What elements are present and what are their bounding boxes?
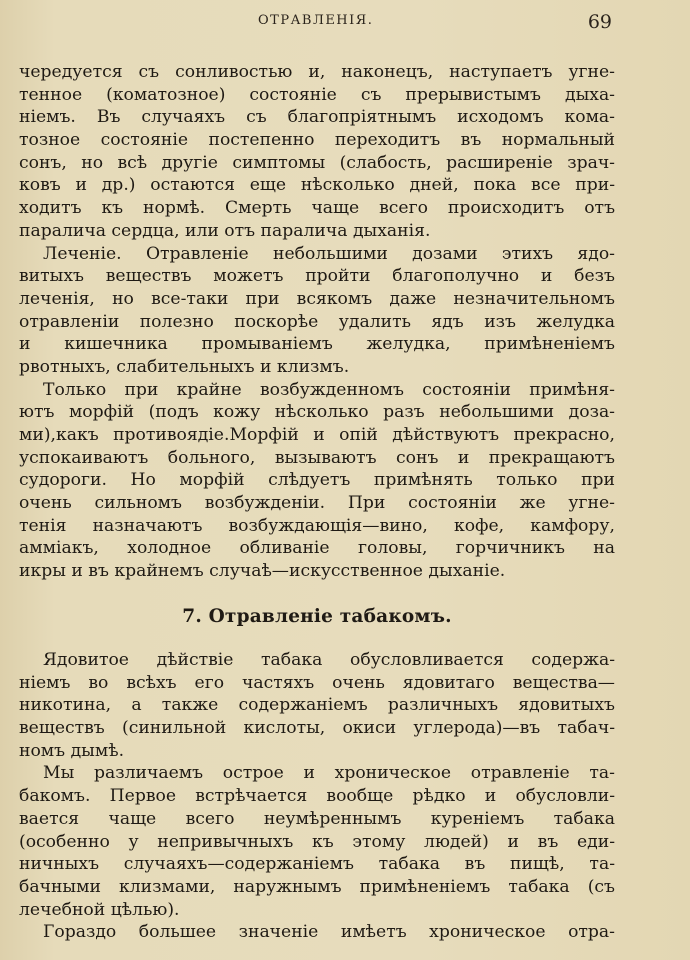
- text-line: ковъ и др.) остаются еще нѣсколько дней, пока все при-: [19, 175, 615, 196]
- text-line: Ядовитое дѣйствіе табака обусловливается содержа-: [43, 650, 615, 670]
- text-line: бакомъ. Первое встрѣчается вообще рѣдко и обусловли-: [19, 786, 615, 807]
- text-line: (особенно у непривычныхъ къ этому людей) и въ еди-: [19, 831, 615, 852]
- text-line: витыхъ веществъ можетъ пройти благополучно и безъ: [19, 266, 615, 287]
- text-line: бачными клизмами, наружнымъ примѣненіемъ табака (съ: [19, 876, 615, 897]
- text-line: паралича сердца, или отъ паралича дыханія.: [19, 220, 431, 241]
- text-line: сонъ, но всѣ другіе симптомы (слабость, расширеніе зрач-: [19, 152, 615, 173]
- text-line: ніемъ. Въ случаяхъ съ благопріятнымъ исходомъ кома-: [19, 107, 615, 128]
- text-line: чередуется съ сонливостью и, наконецъ, наступаетъ угне-: [19, 62, 615, 82]
- text-line: Мы различаемъ острое и хроническое отравленіе та-: [43, 763, 615, 784]
- text-line: леченія, но все-таки при всякомъ даже незначительномъ: [19, 288, 615, 309]
- text-line: икры и въ крайнемъ случаѣ—искусственное дыханіе.: [19, 561, 506, 582]
- text-line: тозное состояніе постепенно переходитъ въ нормальный: [19, 130, 615, 151]
- text-line: веществъ (синильной кислоты, окиси углерода)—въ табач-: [19, 718, 615, 739]
- text-line: отравленіи полезно поскорѣе удалить ядъ изъ желудка: [19, 311, 615, 332]
- text-line: тенія назначаютъ возбуждающія—вино, кофе, камфору,: [19, 515, 615, 536]
- text-line: амміакъ, холодное обливаніе головы, горчичникъ на: [19, 538, 615, 559]
- text-line: Только при крайне возбужденномъ состояніи примѣня-: [43, 379, 615, 400]
- text-line: ми),какъ противоядіе.Морфій и опій дѣйствуютъ прекрасно,: [19, 425, 615, 445]
- text-line: Гораздо большее значеніе имѣетъ хроническое отра-: [43, 922, 615, 943]
- body-text-section: [19, 649, 615, 944]
- text-line: судороги. Но морфій слѣдуетъ примѣнять только при: [19, 470, 615, 491]
- text-line: Леченіе. Отравленіе небольшими дозами этихъ ядо-: [43, 243, 615, 264]
- body-text-top: [19, 61, 615, 583]
- text-line: рвотныхъ, слабительныхъ и клизмъ.: [19, 356, 350, 377]
- text-line: номъ дымѣ.: [19, 740, 125, 761]
- text-line: ничныхъ случаяхъ—содержаніемъ табака въ пищѣ, та-: [19, 854, 615, 875]
- text-line: успокаиваютъ больного, вызываютъ сонъ и прекращаютъ: [19, 447, 615, 468]
- text-line: никотина, а также содержаніемъ различныхъ ядовитыхъ: [19, 695, 615, 716]
- text-line: ніемъ во всѣхъ его частяхъ очень ядовитаго вещества—: [19, 672, 615, 693]
- running-title: ОТРАВЛЕНIЯ.: [258, 13, 374, 28]
- text-line: ходитъ къ нормѣ. Смерть чаще всего происходитъ отъ: [19, 198, 615, 219]
- text-line: и кишечника промываніемъ желудка, примѣненіемъ: [19, 334, 615, 355]
- text-line: лечебной цѣлью).: [19, 899, 180, 920]
- page-number: 69: [587, 11, 612, 33]
- text-line: вается чаще всего неумѣреннымъ куреніемъ табака: [19, 808, 615, 829]
- text-line: ютъ морфій (подъ кожу нѣсколько разъ небольшими доза-: [19, 402, 615, 423]
- text-line: тенное (коматозное) состояніе съ прерывистымъ дыха-: [19, 84, 615, 105]
- text-line: очень сильномъ возбужденіи. При состояніи же угне-: [19, 493, 615, 514]
- section-heading: 7. Отравленіе табакомъ.: [182, 606, 452, 627]
